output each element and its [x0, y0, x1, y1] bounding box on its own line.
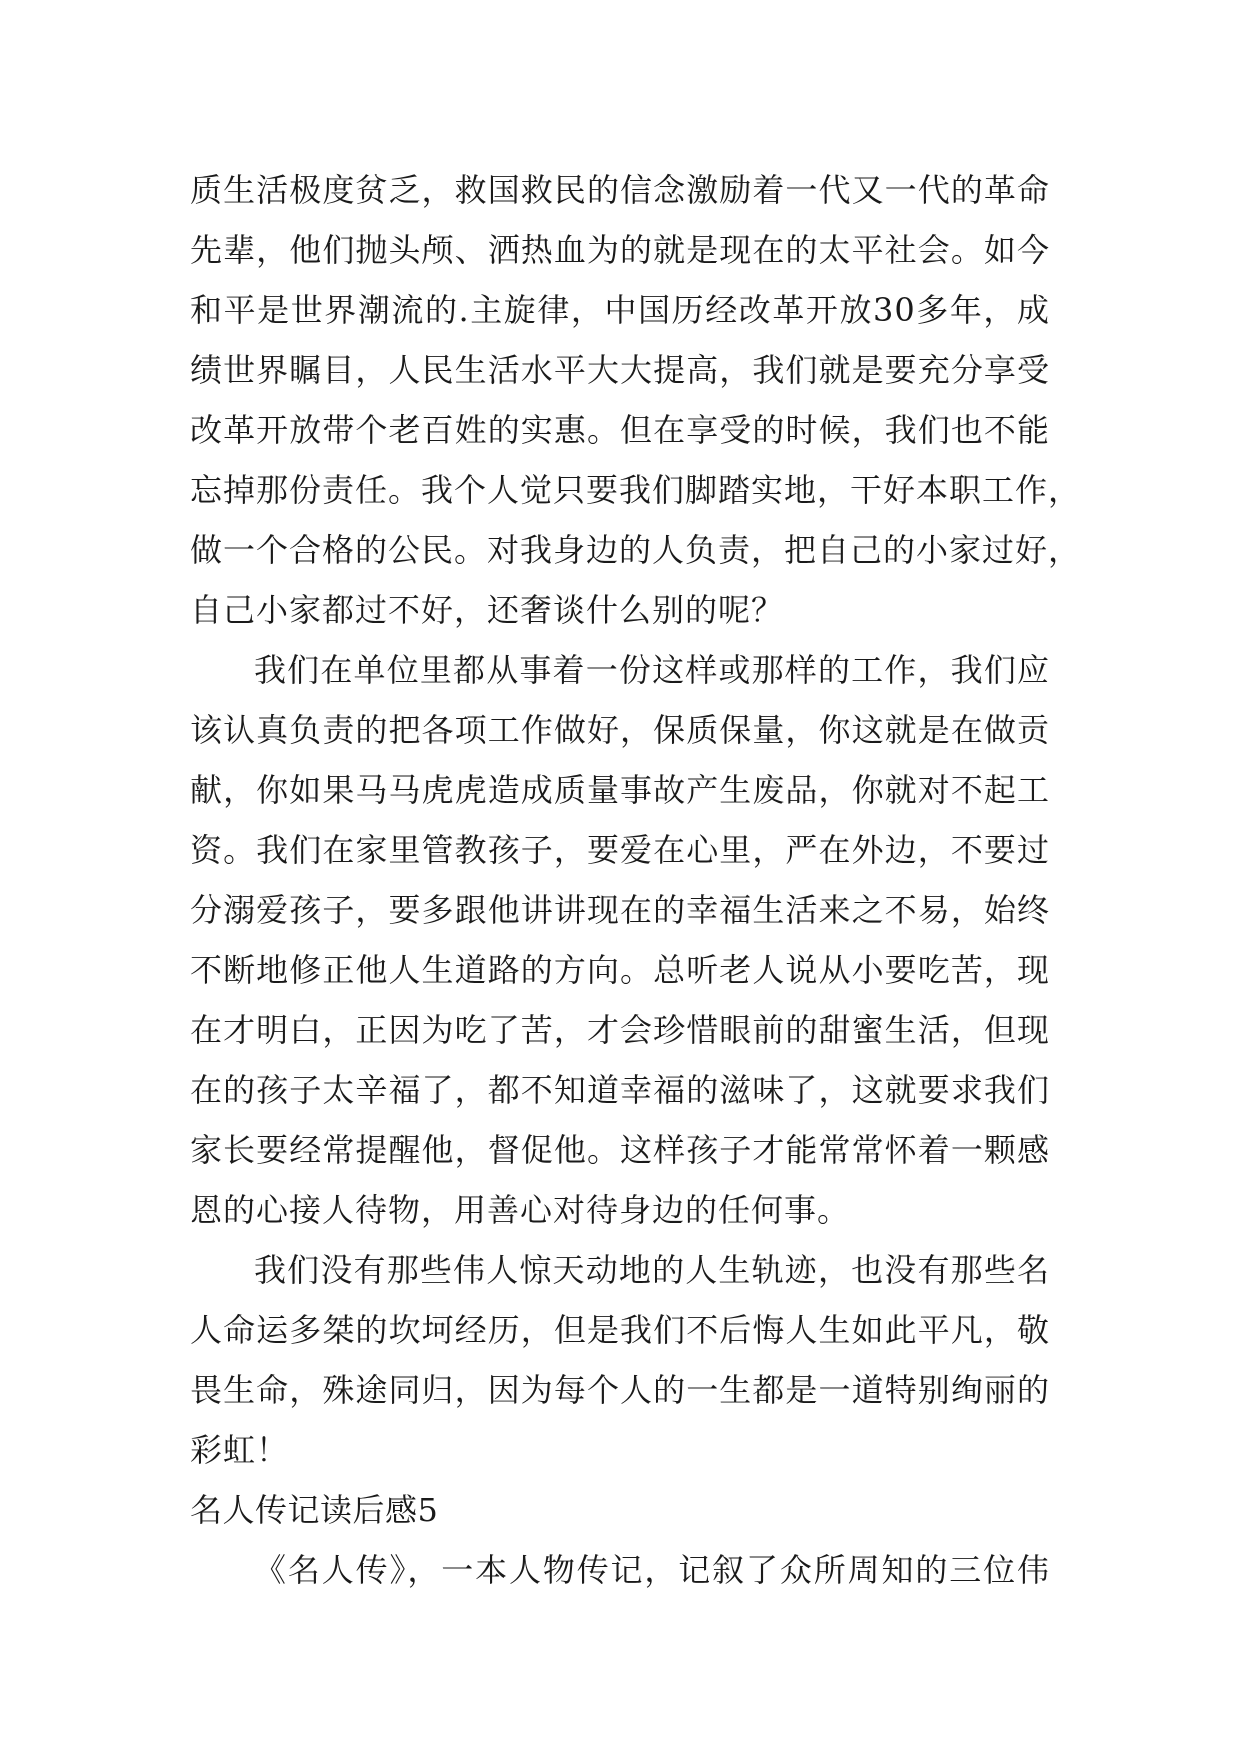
text-line: 《名人传》，一本人物传记，记叙了众所周知的三位伟: [254, 1551, 1050, 1589]
section-heading: 名人传记读后感5: [190, 1491, 439, 1529]
text-line: 人命运多桀的坎坷经历，但是我们不后悔人生如此平凡，敬: [190, 1311, 1050, 1349]
document-body: [190, 160, 1082, 1600]
text-line: 彩虹！: [190, 1431, 290, 1469]
text-line: 资。我们在家里管教孩子，要爱在心里，严在外边，不要过: [190, 831, 1050, 869]
text-line: 在才明白，正因为吃了苦，才会珍惜眼前的甜蜜生活，但现: [190, 1011, 1050, 1049]
text-line: 不断地修正他人生道路的方向。总听老人说从小要吃苦，现: [190, 951, 1050, 989]
paragraph-4: [190, 1540, 1050, 1600]
text-line: 先辈，他们抛头颅、洒热血为的就是现在的太平社会。如今: [190, 231, 1050, 269]
text-line: 在的孩子太辛福了，都不知道幸福的滋味了，这就要求我们: [190, 1071, 1050, 1109]
text-line: 我们没有那些伟人惊天动地的人生轨迹，也没有那些名: [254, 1251, 1050, 1289]
text-line: 畏生命，殊途同归，因为每个人的一生都是一道特别绚丽的: [190, 1371, 1050, 1409]
text-line: 分溺爱孩子，要多跟他讲讲现在的幸福生活来之不易，始终: [190, 891, 1050, 929]
text-line: 绩世界瞩目，人民生活水平大大提高，我们就是要充分享受: [190, 351, 1050, 389]
text-line: 忘掉那份责任。我个人觉只要我们脚踏实地，干好本职工作，: [190, 471, 1082, 509]
text-line: 自己小家都过不好，还奢谈什么别的呢？: [190, 591, 785, 629]
text-line: 恩的心接人待物，用善心对待身边的任何事。: [190, 1191, 851, 1229]
text-line: 改革开放带个老百姓的实惠。但在享受的时候，我们也不能: [190, 411, 1050, 449]
text-line: 做一个合格的公民。对我身边的人负责，把自己的小家过好，: [190, 531, 1082, 569]
text-line: 和平是世界潮流的.主旋律，中国历经改革开放30多年，成: [190, 291, 1050, 329]
text-line: 质生活极度贫乏，救国救民的信念激励着一代又一代的革命: [190, 171, 1050, 209]
text-line: 献，你如果马马虎虎造成质量事故产生废品，你就对不起工: [190, 771, 1050, 809]
paragraph-3: [190, 1240, 1050, 1480]
text-line: 该认真负责的把各项工作做好，保质保量，你这就是在做贡: [190, 711, 1050, 749]
paragraph-2: [190, 640, 1050, 1240]
text-line: 我们在单位里都从事着一份这样或那样的工作，我们应: [254, 651, 1050, 689]
paragraph-1: [190, 160, 1082, 640]
text-line: 家长要经常提醒他，督促他。这样孩子才能常常怀着一颗感: [190, 1131, 1050, 1169]
